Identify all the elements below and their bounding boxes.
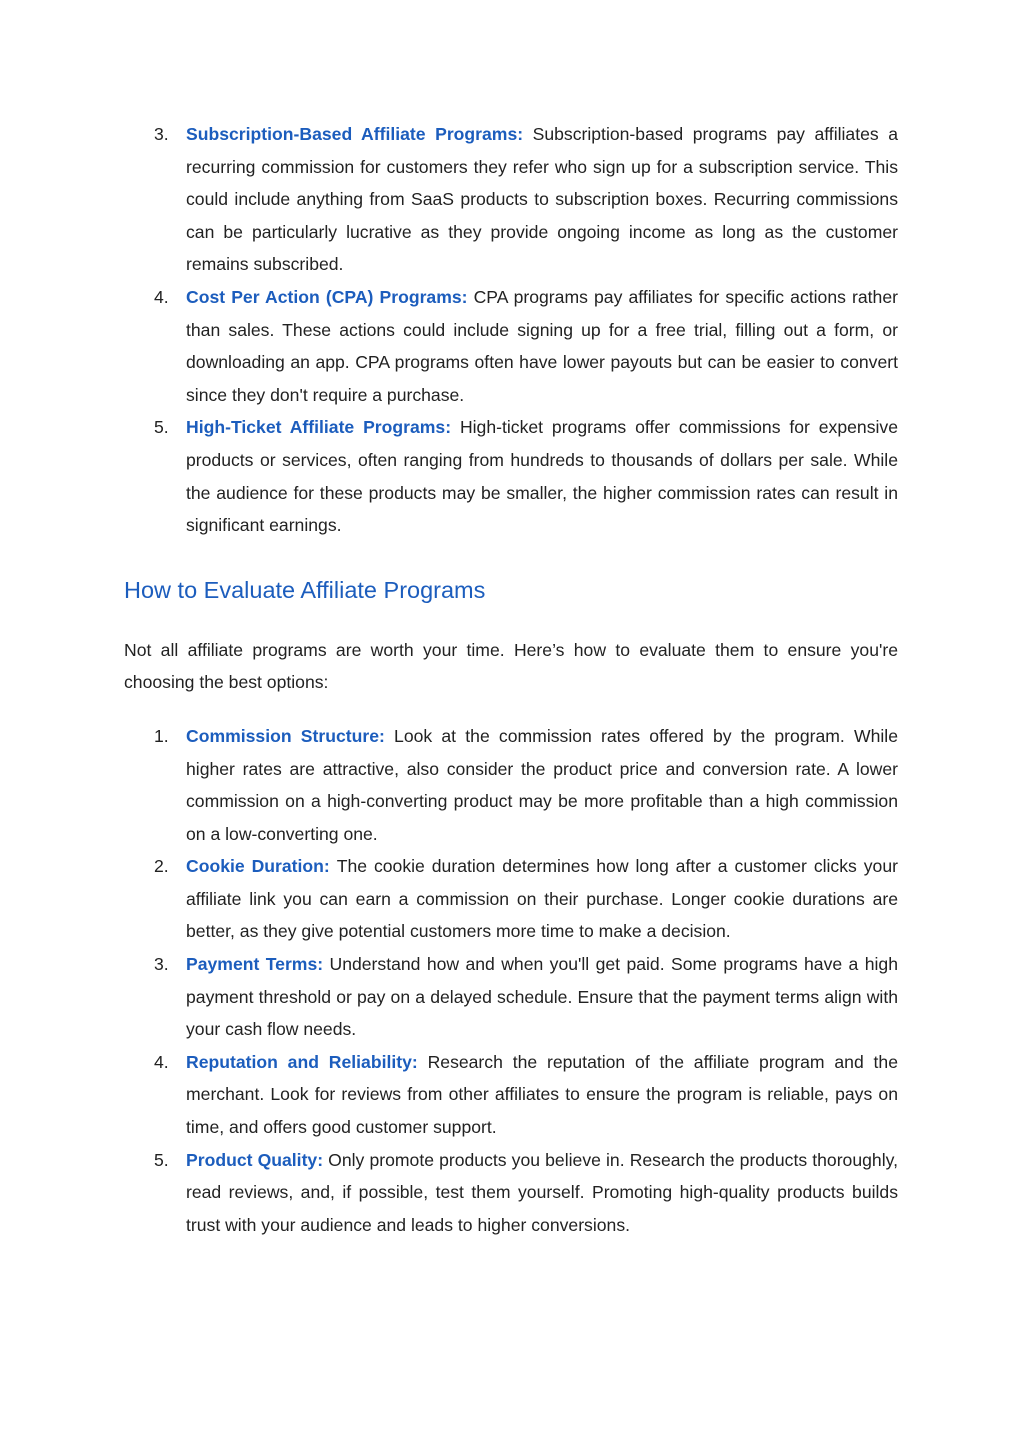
list-item-term: Reputation and Reliability:	[186, 1051, 428, 1072]
list-item-term: High-Ticket Affiliate Programs:	[186, 417, 460, 438]
section-heading: How to Evaluate Affiliate Programs	[124, 576, 486, 603]
list-item-text: Look at the commission rates offered by the program. While higher rates are attractive, also consider the product price and conversion rate. A lower commission on a high-converting product may be more profitable than a high commission on a low-converting one.	[186, 725, 898, 844]
list-number: 4.	[154, 286, 169, 307]
list-item	[124, 1046, 898, 1144]
document-page	[124, 118, 898, 1241]
list-number: 2.	[154, 856, 169, 877]
affiliate-program-types-list	[124, 118, 898, 542]
list-number: 3.	[154, 124, 169, 144]
list-item	[124, 118, 898, 281]
list-item-term: Cost Per Action (CPA) Programs:	[186, 286, 474, 307]
list-item-text: Only promote products you believe in. Research the products thoroughly, read reviews, and, if possible, test them yourself. Promoting high-quality products builds trust with your audience and leads to higher conversions.	[186, 1149, 898, 1235]
list-item-text: High-ticket programs offer commissions for expensive products or services, often ranging from hundreds to thousands of dollars per sale. While the audience for these products may be smaller, the higher commission rates can result in significant earnings.	[186, 417, 898, 536]
list-item-text: Research the reputation of the affiliate program and the merchant. Look for reviews from other affiliates to ensure the program is reliable, pays on time, and offers good customer support.	[186, 1051, 899, 1138]
section-intro: Not all affiliate programs are worth your time. Here’s how to evaluate them to ensure you're choosing the best options:	[124, 639, 898, 693]
list-item-term: Commission Structure:	[186, 725, 395, 746]
list-item-text: Subscription-based programs pay affiliates a recurring commission for customers they refer who sign up for a subscription service. This could include anything from SaaS products to subscription boxes. Recurring commissions can be particularly lucrative as they provide ongoing income as long as the customer remains subscribed.	[186, 124, 898, 275]
list-item-term: Cookie Duration:	[186, 856, 337, 877]
list-item	[124, 720, 898, 850]
list-number: 3.	[154, 954, 169, 975]
evaluation-criteria-list	[124, 720, 898, 1242]
list-item-term: Product Quality:	[186, 1149, 329, 1170]
list-number: 1.	[154, 725, 169, 746]
list-item	[124, 1144, 898, 1242]
list-item	[124, 411, 898, 541]
list-item-term: Subscription-Based Affiliate Programs:	[186, 124, 533, 144]
list-item	[124, 948, 898, 1046]
list-item-text: The cookie duration determines how long after a customer clicks your affiliate link you can earn a commission on their purchase. Longer cookie durations are better, as they give potential customers more time to make a decision.	[186, 856, 898, 942]
list-item-text: CPA programs pay affiliates for specific actions rather than sales. These actions could include signing up for a free trial, filling out a form, or downloading an app. CPA programs often have lower payouts but can be easier to convert since they don't require a purchase.	[186, 286, 898, 405]
list-item	[124, 281, 898, 411]
list-number: 5.	[154, 417, 169, 438]
list-number: 4.	[154, 1051, 169, 1072]
list-item-term: Payment Terms:	[186, 954, 330, 975]
list-item	[124, 850, 898, 948]
list-item-text: Understand how and when you'll get paid. Some programs have a high payment threshold or pay on a delayed schedule. Ensure that the payment terms align with your cash flow needs.	[186, 954, 898, 1040]
list-number: 5.	[154, 1149, 169, 1170]
